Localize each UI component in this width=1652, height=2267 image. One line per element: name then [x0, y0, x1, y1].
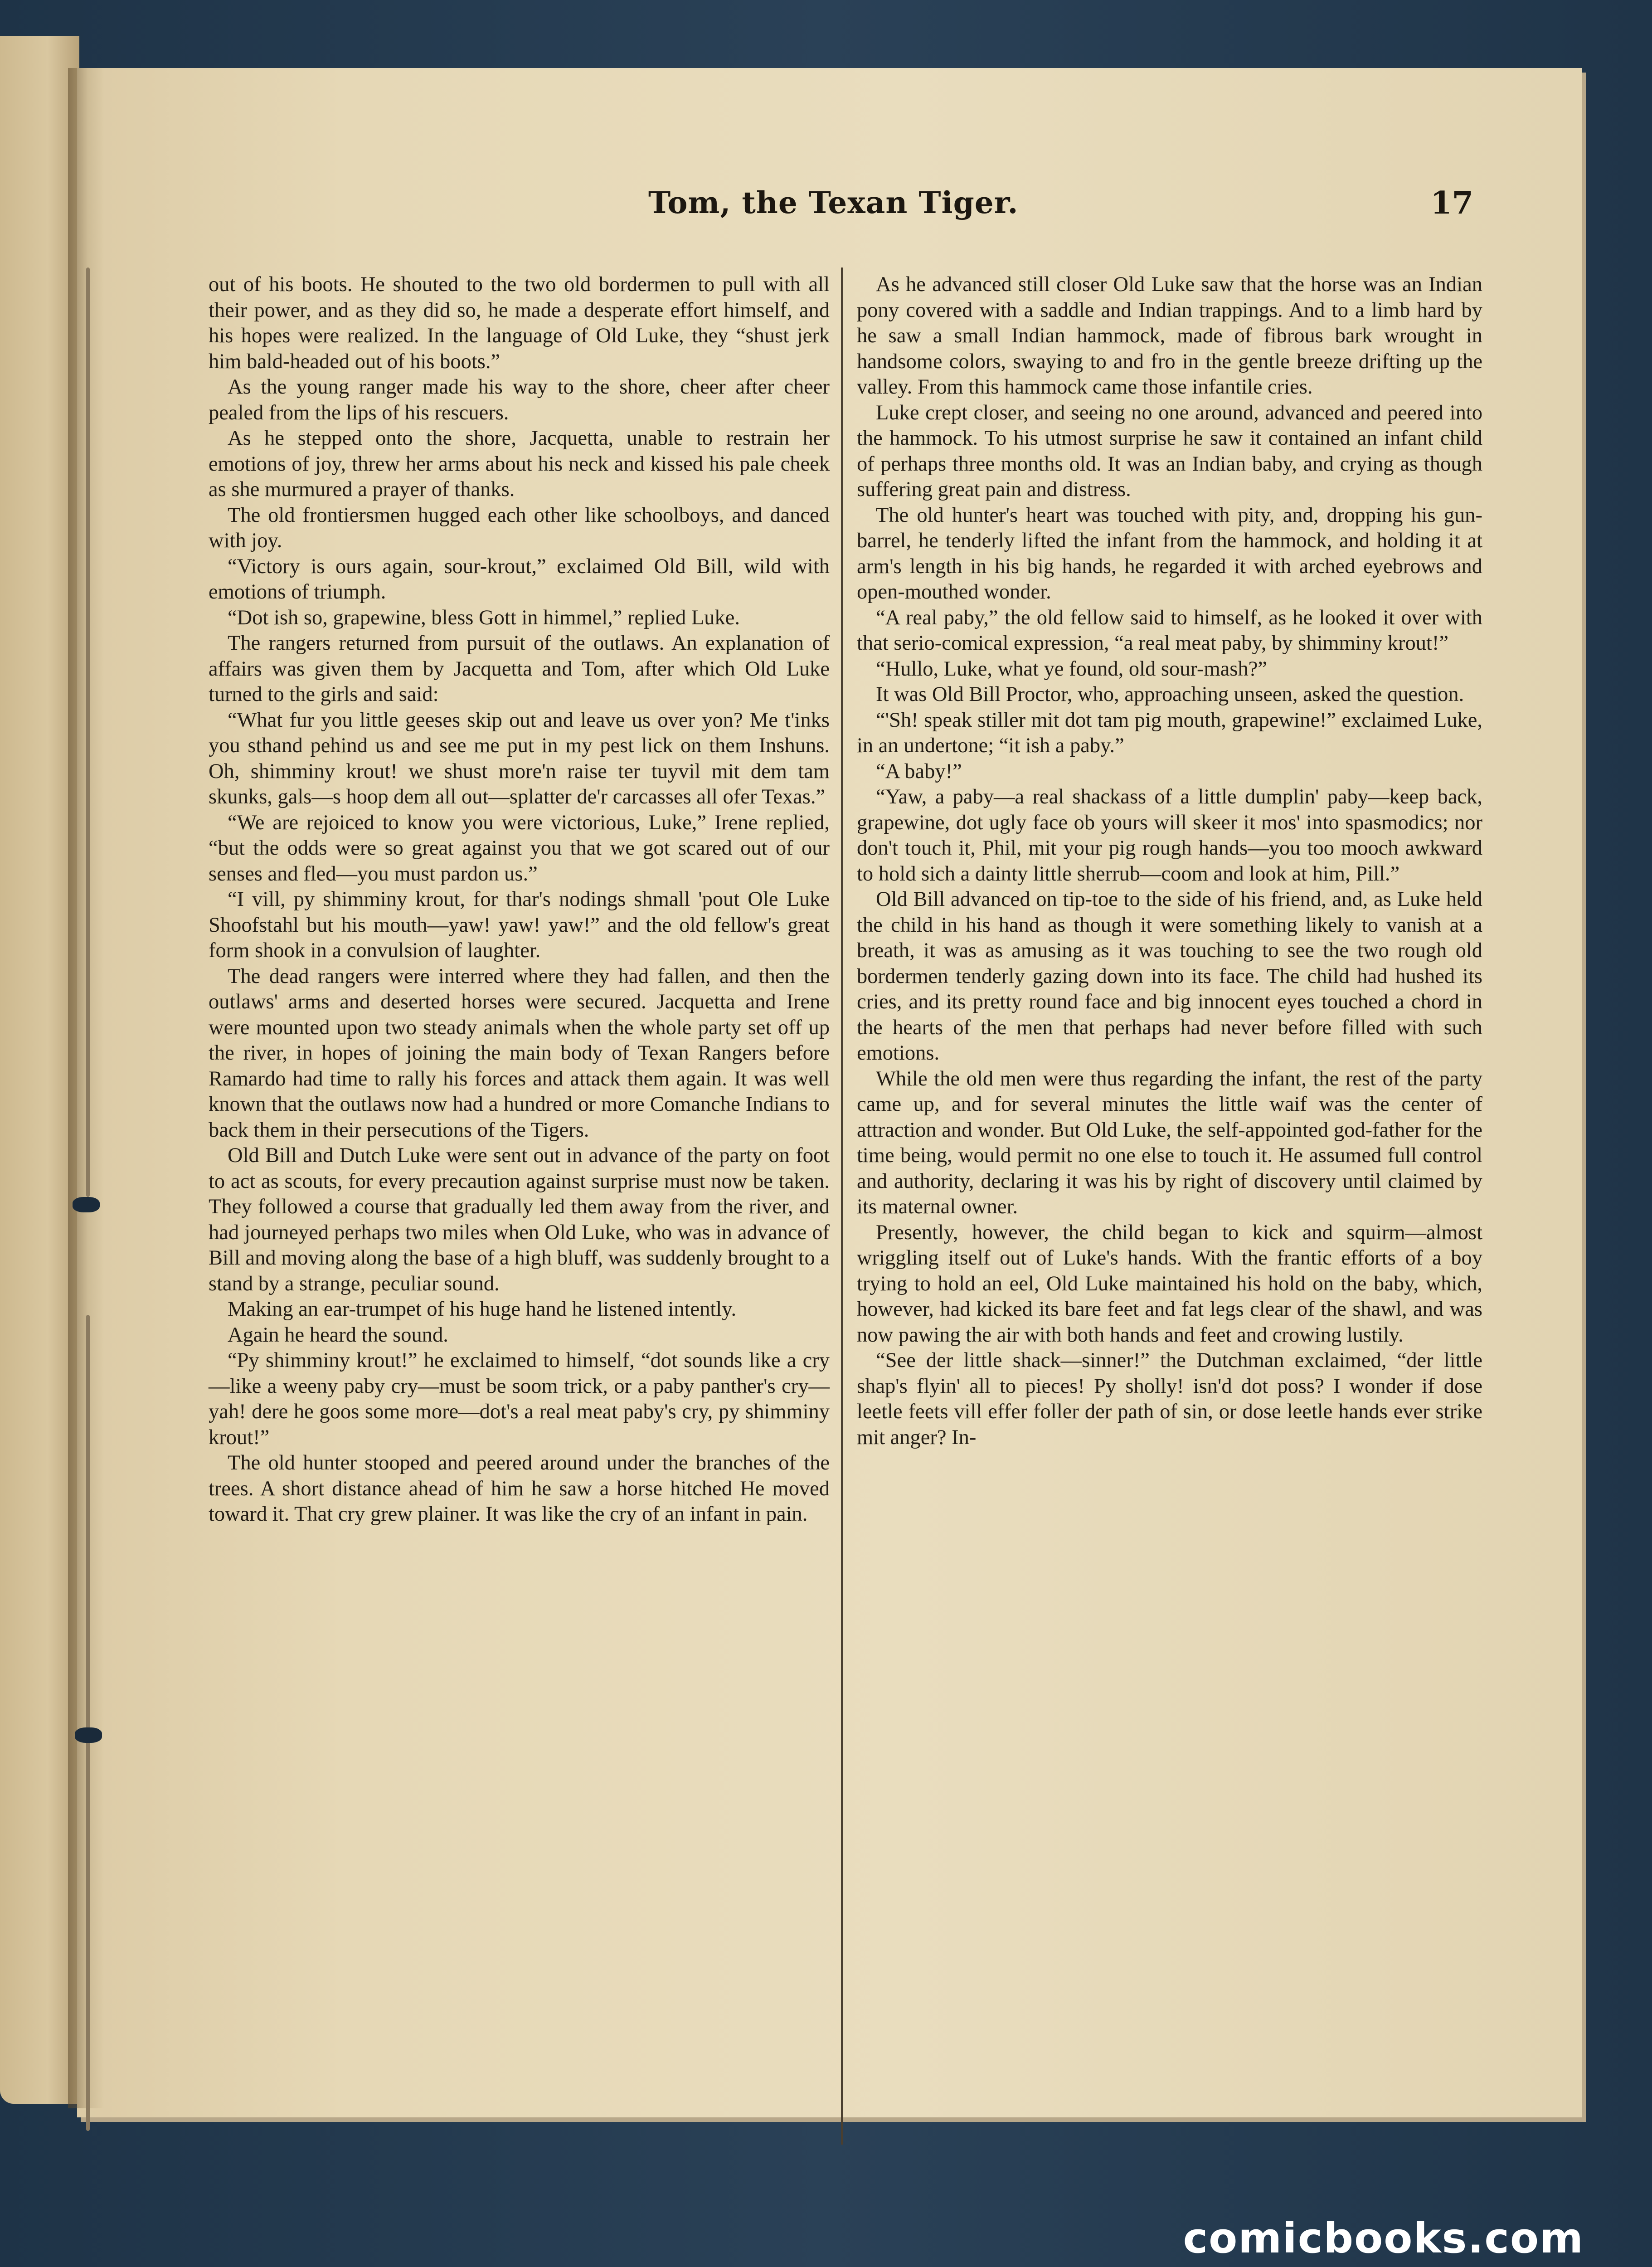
site-watermark: comicbooks.com	[1183, 2214, 1584, 2262]
paragraph: Old Bill advanced on tip-toe to the side of his friend, and, as Luke held the child in his hand as though it were something likely to vanish at a breath, it was as amusing as it was touching to see the two rough old bordermen tenderly gazing down into its face. The child had hushed its cries, and its pretty round face and big innocent eyes touched a chord in the hearts of the men that perhaps had never before filled with such emotions.	[857, 888, 1482, 1065]
paragraph: Again he heard the sound.	[228, 1323, 448, 1347]
page-number: 17	[1430, 185, 1473, 221]
binding-stitch-lower	[86, 1315, 90, 2131]
column-divider	[841, 268, 843, 2145]
paragraph: “A baby!”	[876, 759, 962, 783]
paragraph: “I vill, py shimminy krout, for thar's nodings shmall 'pout Ole Luke Shoofstahl but his mouth—yaw! yaw! yaw!” and the old fellow's great form shook in a convulsion of laughter.	[209, 888, 830, 962]
paragraph: Luke crept closer, and seeing no one around, advanced and peered into the hammock. To his utmost surprise he saw it contained an infant child of perhaps three months old. It was an Indian baby, and crying as though suffering great pain and distress.	[857, 401, 1482, 501]
staple-hole-lower	[75, 1727, 102, 1743]
paragraph: “A real paby,” the old fellow said to himself, as he looked it over with that serio-comical expression, “a real meat paby, by shimminy krout!”	[857, 606, 1482, 655]
paragraph: While the old men were thus regarding the infant, the rest of the party came up, and for several minutes the little waif was the center of attraction and wonder. But Old Luke, the self-appointed god-father for the time being, would permit no one else to touch it. He assumed full control and authority, declaring it was his by right of discovery until claimed by its maternal owner.	[857, 1067, 1482, 1218]
paragraph: Presently, however, the child began to kick and squirm—almost wriggling itself out of Luke's hands. With the frantic efforts of a boy trying to hold an eel, Old Luke maintained his hold on the baby, which, however, had kicked its bare feet and fat legs clear of the shawl, and was now pawing the air with both hands and feet and crowing lustily.	[857, 1221, 1482, 1347]
paragraph: Old Bill and Dutch Luke were sent out in advance of the party on foot to act as scouts, for every precaution against surprise must now be taken. They followed a course that gradually led them away from the river, and had journeyed perhaps two miles when Old Luke, who was in advance of Bill and moving along the base of a high bluff, was suddenly brought to a stand by a strange, peculiar sound.	[209, 1144, 830, 1295]
paragraph: Making an ear-trumpet of his huge hand he listened intently.	[228, 1298, 737, 1321]
running-title: Tom, the Texan Tiger.	[648, 185, 1019, 220]
paragraph: As the young ranger made his way to the shore, cheer after cheer pealed from the lips of his rescuers.	[209, 375, 830, 424]
paragraph: “Dot ish so, grapewine, bless Gott in himmel,” replied Luke.	[228, 606, 740, 629]
paragraph: out of his boots. He shouted to the two old bordermen to pull with all their power, and as they did so, he made a desperate effort himself, and his hopes were realized. In the language of Old Luke, they “shust jerk him bald-headed out of his boots.”	[209, 273, 830, 373]
paragraph: “Py shimminy krout!” he exclaimed to himself, “dot sounds like a cry—like a weeny paby cry—must be soom trick, or a paby panther's cry—yah! dere he goos some more—dot's a real meat paby's cry, py shimminy krout!”	[209, 1349, 830, 1449]
paragraph: “We are rejoiced to know you were victorious, Luke,” Irene replied, “but the odds were so great against you that we got scared out of our senses and fled—you must pardon us.”	[209, 811, 830, 885]
paragraph: As he advanced still closer Old Luke saw that the horse was an Indian pony covered with a saddle and Indian trappings. And to a limb hard by he saw a small Indian hammock, made of fibrous bark wrought in handsome colors, swaying to and fro in the gentle breeze drifting up the valley. From this hammock came those infantile cries.	[857, 273, 1482, 399]
paragraph: “Victory is ours again, sour-krout,” exclaimed Old Bill, wild with emotions of triumph.	[209, 555, 830, 603]
paragraph: “See der little shack—sinner!” the Dutchman exclaimed, “der little shap's flyin' all to pieces! Py sholly! isn'd dot poss? I wonder if dose leetle feets vill effer foller der path of sin, or dose leetle hands ever strike mit anger? In-	[857, 1349, 1482, 1449]
page-header	[621, 185, 1473, 230]
binding-stitch-upper	[86, 268, 90, 1197]
paragraph: The old frontiersmen hugged each other like schoolboys, and danced with joy.	[209, 503, 830, 552]
paragraph: “Yaw, a paby—a real shackass of a little dumplin' paby—keep back, grapewine, dot ugly face ob yours will skeer it mos' into spasmodics; nor don't touch it, Phil, mit your pig rough hands—you too mooch awkward to hold sich a dainty little sherrub—coom and look at him, Pill.”	[857, 785, 1482, 885]
paragraph: The old hunter's heart was touched with pity, and, dropping his gun-barrel, he tenderly lifted the infant from the hammock, and holding it at arm's length in his big hands, he regarded it with arched eyebrows and open-mouthed wonder.	[857, 503, 1482, 603]
left-text-column	[209, 272, 830, 1528]
paragraph: The rangers returned from pursuit of the outlaws. An explanation of affairs was given them by Jacquetta and Tom, after which Old Luke turned to the girls and said:	[209, 632, 830, 706]
paragraph: The dead rangers were interred where they had fallen, and then the outlaws' arms and deserted horses were secured. Jacquetta and Irene were mounted upon two steady animals when the whole party set off up the river, in hopes of joining the main body of Texan Rangers before Ramardo had time to rally his forces and attack them again. It was well known that the outlaws now had a hundred or more Comanche Indians to back them in their persecutions of the Tigers.	[209, 964, 830, 1142]
paragraph: “What fur you little geeses skip out and leave us over yon? Me t'inks you sthand pehind us and see me put in my pest lick on them Inshuns. Oh, shimminy krout! we shust more'n raise ter tuyvil mit dem tam skunks, gals—s hoop dem all out—splatter de'r carcasses all ofer Texas.”	[209, 708, 830, 808]
paragraph: “Hullo, Luke, what ye found, old sour-mash?”	[876, 657, 1267, 681]
staple-hole-upper	[73, 1197, 100, 1212]
facing-page-edge	[0, 36, 79, 2104]
paragraph: “'Sh! speak stiller mit dot tam pig mouth, grapewine!” exclaimed Luke, in an undertone; “it ish a paby.”	[857, 708, 1482, 757]
right-text-column	[857, 272, 1482, 1450]
paragraph: It was Old Bill Proctor, who, approaching unseen, asked the question.	[876, 683, 1464, 706]
paragraph: As he stepped onto the shore, Jacquetta, unable to restrain her emotions of joy, threw her arms about his neck and kissed his pale cheek as she murmured a prayer of thanks.	[209, 427, 830, 501]
paragraph: The old hunter stooped and peered around under the branches of the trees. A short distance ahead of him he saw a horse hitched He moved toward it. That cry grew plainer. It was like the cry of an infant in pain.	[209, 1451, 830, 1526]
